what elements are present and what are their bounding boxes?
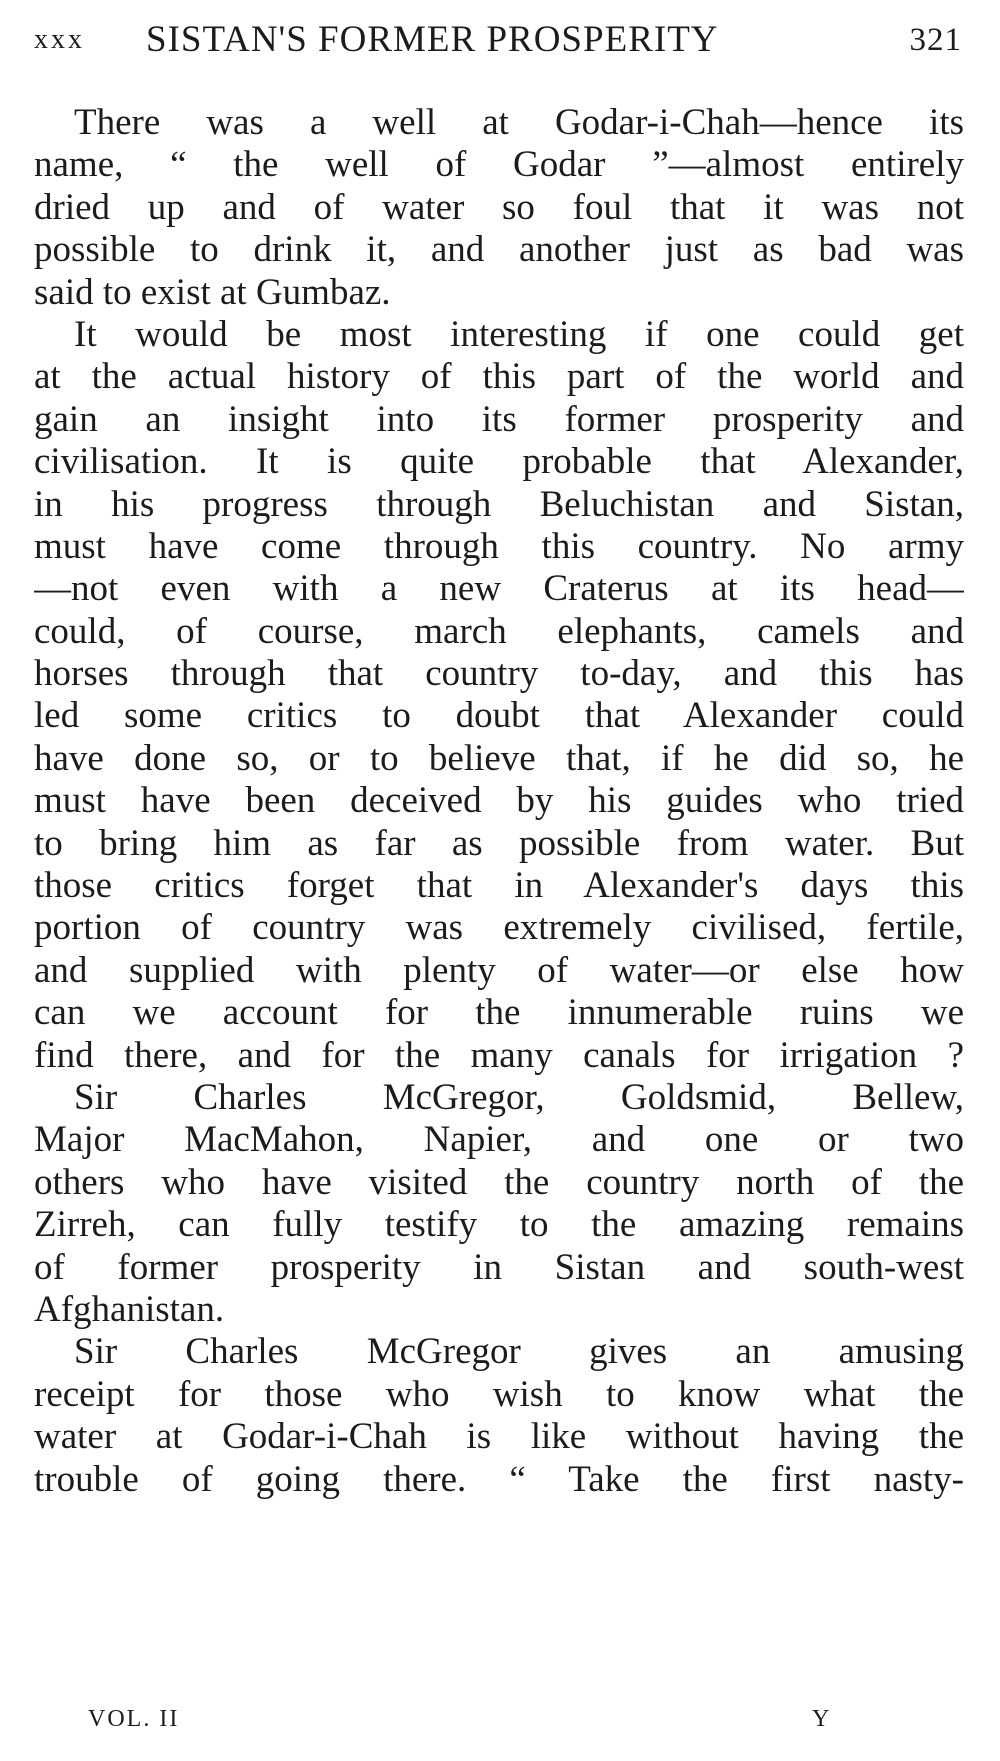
text-line: of former prosperity in Sistan and south-west xyxy=(34,1246,964,1288)
text-line: trouble of going there. “ Take the first nasty- xyxy=(34,1458,964,1500)
text-line: Major MacMahon, Napier, and one or two xyxy=(34,1119,964,1161)
page-footer xyxy=(88,1706,888,1740)
text-line: receipt for those who wish to know what the xyxy=(34,1373,964,1415)
text-line: civilisation. It is quite probable that Alexander, xyxy=(34,441,964,483)
text-line: dried up and of water so foul that it was not xyxy=(34,186,964,228)
text-line: gain an insight into its former prosperity and xyxy=(34,398,964,440)
text-line: Afghanistan. xyxy=(34,1288,225,1330)
running-title: SISTAN'S FORMER PROSPERITY xyxy=(146,19,719,60)
text-line: at the actual history of this part of the world and xyxy=(34,356,964,398)
text-line: have done so, or to believe that, if he did so, he xyxy=(34,737,964,779)
text-line: Sir Charles McGregor, Goldsmid, Bellew, xyxy=(74,1076,964,1118)
text-line: could, of course, march elephants, camels and xyxy=(34,610,964,652)
page-number: 321 xyxy=(909,22,962,58)
chapter-number: xxx xyxy=(34,24,85,55)
body-text xyxy=(34,102,964,1501)
text-line: Sir Charles McGregor gives an amusing xyxy=(74,1331,964,1373)
text-line: led some critics to doubt that Alexander could xyxy=(34,695,964,737)
text-line: possible to drink it, and another just as bad was xyxy=(34,229,964,271)
text-line: those critics forget that in Alexander's days this xyxy=(34,865,964,907)
signature-mark: Y xyxy=(812,1706,832,1732)
text-line: horses through that country to-day, and this has xyxy=(34,653,964,695)
running-head xyxy=(34,18,962,68)
text-line: find there, and for the many canals for irrigation ? xyxy=(34,1034,964,1076)
text-line: can we account for the innumerable ruins we xyxy=(34,992,964,1034)
text-line: must have been deceived by his guides who tried xyxy=(34,780,964,822)
text-line: to bring him as far as possible from water. But xyxy=(34,822,964,864)
text-line: There was a well at Godar-i-Chah—hence its xyxy=(74,102,964,143)
text-line: It would be most interesting if one could get xyxy=(74,313,964,355)
text-line: portion of country was extremely civilised, fertile, xyxy=(34,907,964,949)
text-line: water at Godar-i-Chah is like without having the xyxy=(34,1416,964,1458)
text-line: Zirreh, can fully testify to the amazing remains xyxy=(34,1204,964,1246)
text-line: said to exist at Gumbaz. xyxy=(34,271,391,313)
text-line: name, “ the well of Godar ”—almost entirely xyxy=(34,144,964,186)
text-line: others who have visited the country north of the xyxy=(34,1161,964,1203)
volume-label: VOL. II xyxy=(88,1706,180,1732)
text-line: —not even with a new Craterus at its head— xyxy=(34,568,964,610)
text-line: in his progress through Beluchistan and Sistan, xyxy=(34,483,964,525)
text-line: must have come through this country. No army xyxy=(34,525,964,567)
text-line: and supplied with plenty of water—or else how xyxy=(34,949,964,991)
